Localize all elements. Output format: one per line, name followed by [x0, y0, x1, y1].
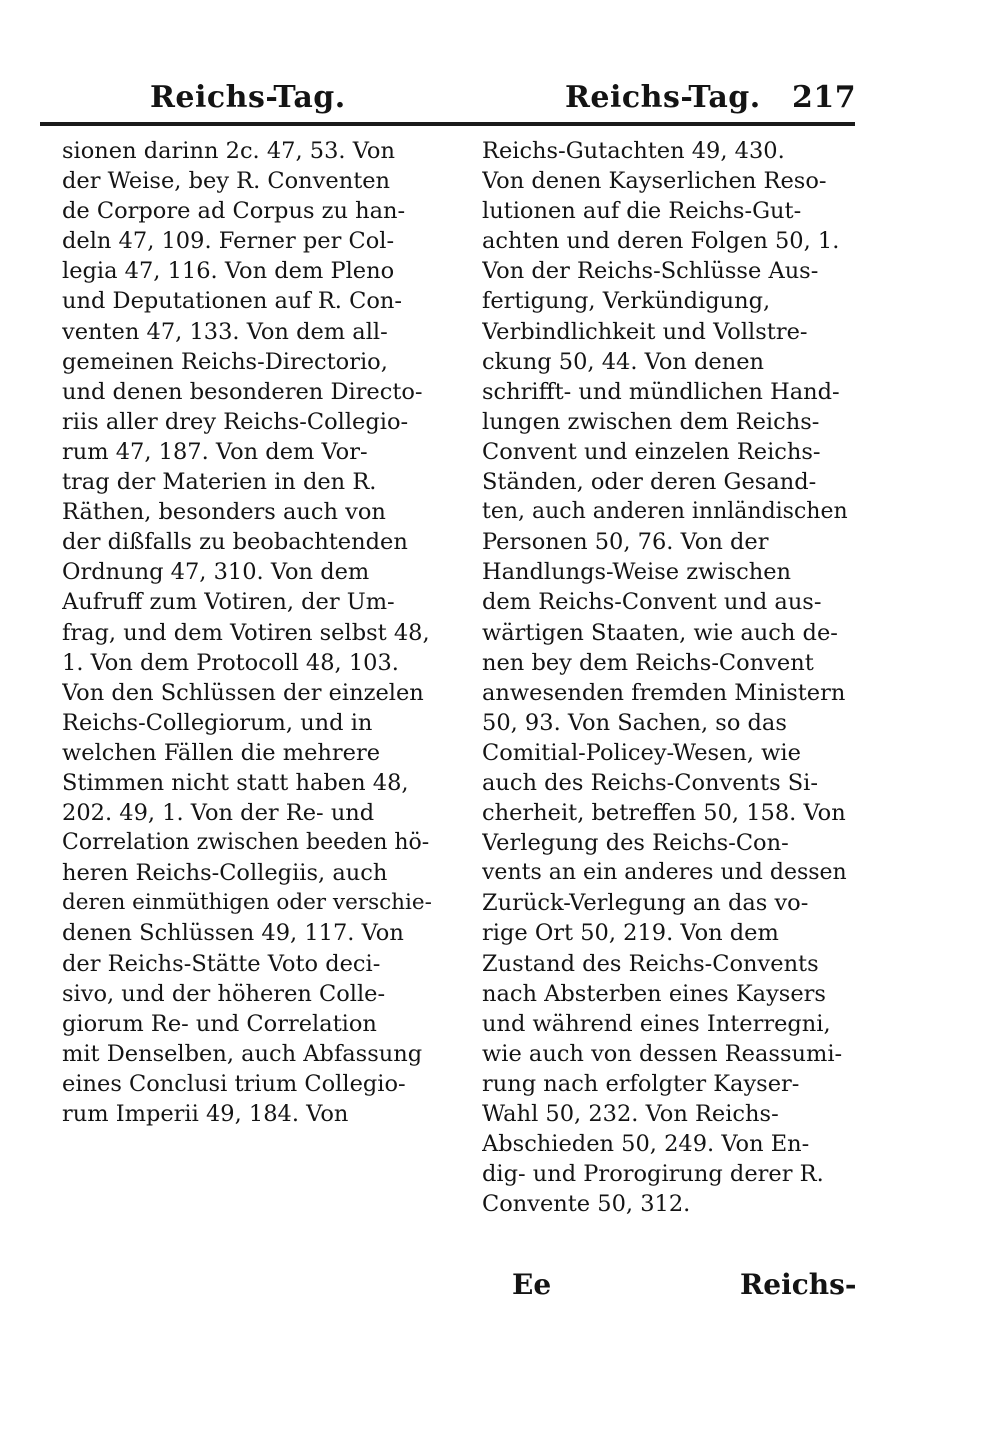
- text-line: und während eines Interregni,: [482, 1010, 831, 1037]
- text-line: deren einmüthigen oder verschie-: [62, 890, 432, 916]
- text-line: rung nach erfolgter Kayser-: [482, 1070, 800, 1097]
- left-text-column: [62, 136, 432, 1129]
- text-line: Personen 50, 76. Von der: [482, 529, 769, 556]
- text-line: Ständen, oder deren Gesand-: [482, 469, 817, 496]
- text-line: ten, auch anderen innländischen: [482, 499, 848, 525]
- text-line: vents an ein anderes und dessen: [482, 860, 847, 886]
- text-line: Von den Schlüssen der einzelen: [62, 679, 424, 706]
- text-line: venten 47, 133. Von dem all-: [62, 318, 388, 345]
- text-line: gemeinen Reichs-Directorio,: [62, 348, 388, 375]
- text-line: Verbindlichkeit und Vollstre-: [482, 318, 808, 345]
- catchword: Reichs-: [740, 1268, 857, 1301]
- text-line: lungen zwischen dem Reichs-: [482, 408, 820, 435]
- text-line: 1. Von dem Protocoll 48, 103.: [62, 649, 399, 676]
- text-line: Reichs-Collegiorum, und in: [62, 709, 373, 736]
- page-number: 217: [792, 80, 857, 115]
- text-line: de Corpore ad Corpus zu han-: [62, 198, 406, 225]
- text-line: wärtigen Staaten, wie auch de-: [482, 619, 838, 646]
- text-line: der dißfalls zu beobachtenden: [62, 529, 408, 556]
- text-line: deln 47, 109. Ferner per Col-: [62, 228, 395, 255]
- text-line: trag der Materien in den R.: [62, 469, 377, 496]
- text-line: mit Denselben, auch Abfassung: [62, 1040, 423, 1067]
- running-head-left: Reichs-Tag.: [150, 80, 346, 115]
- text-line: dem Reichs-Convent und aus-: [482, 589, 822, 616]
- signature-mark: Ee: [512, 1268, 552, 1301]
- text-line: denen Schlüssen 49, 117. Von: [62, 920, 404, 947]
- text-line: legia 47, 116. Von dem Pleno: [62, 258, 395, 285]
- text-line: welchen Fällen die mehrere: [62, 739, 381, 766]
- text-line: und denen besonderen Directo-: [62, 378, 423, 405]
- text-line: Verlegung des Reichs-Con-: [482, 830, 789, 857]
- text-line: Abschieden 50, 249. Von En-: [482, 1131, 810, 1158]
- text-line: 50, 93. Von Sachen, so das: [482, 709, 787, 736]
- text-line: Convente 50, 312.: [482, 1191, 691, 1218]
- text-line: frag, und dem Votiren selbst 48,: [62, 619, 430, 646]
- text-line: Convent und einzelen Reichs-: [482, 438, 821, 465]
- text-line: achten und deren Folgen 50, 1.: [482, 228, 840, 255]
- text-line: Zustand des Reichs-Convents: [482, 950, 819, 977]
- text-line: schrifft- und mündlichen Hand-: [482, 378, 840, 405]
- text-line: rum Imperii 49, 184. Von: [62, 1101, 349, 1127]
- text-line: Räthen, besonders auch von: [62, 499, 386, 526]
- text-line: fertigung, Verkündigung,: [482, 288, 771, 315]
- text-line: Von denen Kayserlichen Reso-: [482, 168, 827, 195]
- text-line: nach Absterben eines Kaysers: [482, 980, 826, 1007]
- text-line: rige Ort 50, 219. Von dem: [482, 920, 779, 947]
- text-line: ckung 50, 44. Von denen: [482, 348, 765, 375]
- text-line: auch des Reichs-Convents Si-: [482, 769, 818, 796]
- text-line: wie auch von dessen Reassumi-: [482, 1040, 843, 1067]
- text-line: Von der Reichs-Schlüsse Aus-: [482, 258, 819, 285]
- running-head-right: Reichs-Tag.: [565, 80, 761, 115]
- right-text-column: [482, 136, 852, 1219]
- text-line: heren Reichs-Collegiis, auch: [62, 860, 388, 887]
- text-line: lutionen auf die Reichs-Gut-: [482, 198, 802, 225]
- text-line: 202. 49, 1. Von der Re- und: [62, 800, 375, 827]
- text-line: der Reichs-Stätte Voto deci-: [62, 950, 381, 977]
- text-line: eines Conclusi trium Collegio-: [62, 1070, 406, 1097]
- text-line: riis aller drey Reichs-Collegio-: [62, 408, 409, 435]
- text-line: Reichs-Gutachten 49, 430.: [482, 138, 785, 164]
- text-line: Zurück-Verlegung an das vo-: [482, 890, 809, 917]
- text-line: rum 47, 187. Von dem Vor-: [62, 438, 368, 465]
- text-line: dig- und Prorogirung derer R.: [482, 1161, 824, 1188]
- text-line: anwesenden fremden Ministern: [482, 679, 846, 706]
- text-line: Wahl 50, 232. Von Reichs-: [482, 1101, 779, 1127]
- text-line: Handlungs-Weise zwischen: [482, 559, 792, 586]
- text-line: Ordnung 47, 310. Von dem: [62, 559, 370, 586]
- text-line: Stimmen nicht statt haben 48,: [62, 769, 409, 796]
- text-line: cherheit, betreffen 50, 158. Von: [482, 800, 846, 827]
- text-line: sivo, und der höheren Colle-: [62, 980, 386, 1007]
- text-line: nen bey dem Reichs-Convent: [482, 649, 814, 676]
- text-line: der Weise, bey R. Conventen: [62, 168, 391, 195]
- text-line: sionen darinn 2c. 47, 53. Von: [62, 138, 395, 164]
- text-line: giorum Re- und Correlation: [62, 1010, 377, 1037]
- text-line: und Deputationen auf R. Con-: [62, 288, 402, 315]
- header-rule: [40, 122, 855, 126]
- text-line: Aufruff zum Votiren, der Um-: [62, 589, 395, 616]
- text-line: Correlation zwischen beeden hö-: [62, 830, 430, 856]
- text-line: Comitial-Policey-Wesen, wie: [482, 739, 801, 766]
